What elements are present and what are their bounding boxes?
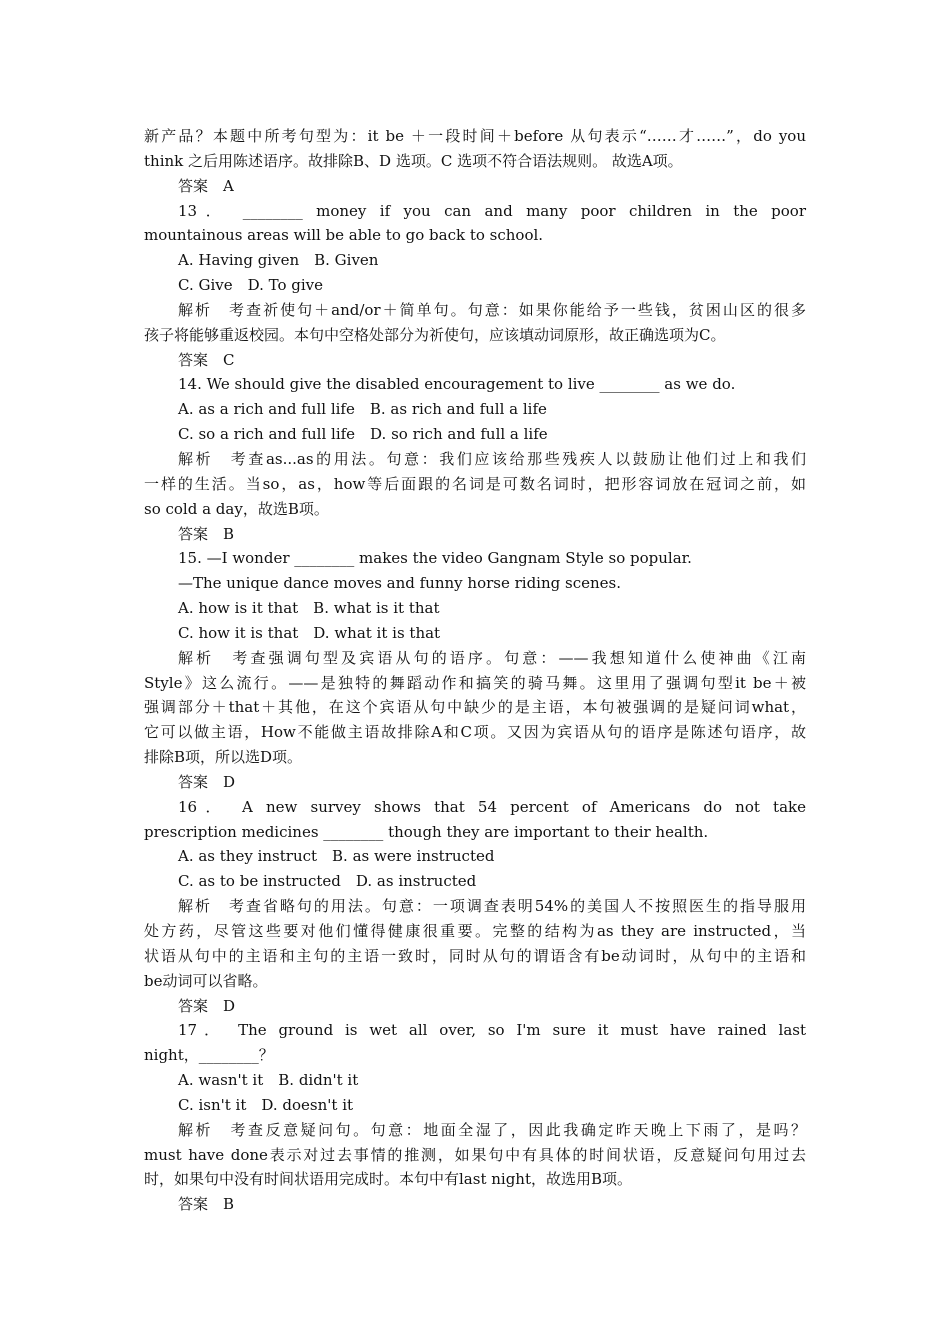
text-line: 状语从句中的主语和主句的主语一致时，同时从句的谓语含有be动词时，从句中的主语和 bbox=[144, 946, 806, 965]
text-line: 解析 考查省略句的用法。句意：一项调查表明54%的美国人不按照医生的指导服用 bbox=[178, 897, 806, 916]
text-line: be动词可以省略。 bbox=[144, 971, 268, 990]
text-line: —The unique dance moves and funny horse riding scenes. bbox=[178, 574, 621, 593]
text-line: 孩子将能够重返校园。本句中空格处部分为祈使句，应该填动词原形，故正确选项为C。 bbox=[144, 325, 726, 344]
text-line: 14. We should give the disabled encouragement to live ________ as we do. bbox=[178, 375, 736, 394]
text-line: 解析 考查反意疑问句。句意：地面全湿了，因此我确定昨天晚上下雨了，是吗？ bbox=[178, 1120, 806, 1139]
text-line: 新产品？本题中所考句型为：it be ＋一段时间＋before 从句表示“……才……”，do you bbox=[144, 127, 806, 145]
text-line: 答案 A bbox=[178, 176, 234, 195]
text-line: 15. —I wonder ________ makes the video Gangnam Style so popular. bbox=[178, 549, 692, 568]
text-line: A. as they instruct B. as were instructed bbox=[178, 847, 495, 866]
text-line: 答案 C bbox=[178, 350, 235, 369]
text-line: 解析 考查as...as的用法。句意：我们应该给那些残疾人以鼓励让他们过上和我们 bbox=[178, 449, 806, 468]
text-line: 强调部分＋that＋其他，在这个宾语从句中缺少的是主语，本句被强调的是疑问词what， bbox=[144, 698, 806, 717]
text-line: A. as a rich and full life B. as rich and full a life bbox=[178, 400, 547, 419]
text-line: C. Give D. To give bbox=[178, 276, 324, 295]
text-line: 它可以做主语，How不能做主语故排除A和C项。又因为宾语从句的语序是陈述句语序，故 bbox=[144, 723, 806, 742]
text-line: 答案 B bbox=[178, 524, 235, 543]
text-line: 时，如果句中没有时间状语用完成时。本句中有last night，故选用B项。 bbox=[144, 1170, 633, 1189]
text-line: prescription medicines ________ though they are important to their health. bbox=[144, 822, 709, 841]
text-line: must have done表示对过去事情的推测，如果句中有具体的时间状语，反意疑问句用过去 bbox=[144, 1145, 806, 1164]
text-line: 一样的生活。当so，as，how等后面跟的名词是可数名词时，把形容词放在冠词之前，如 bbox=[144, 474, 806, 493]
text-line: 答案 B bbox=[178, 1195, 235, 1214]
text-line: 处方药，尽管这些要对他们懂得健康很重要。完整的结构为as they are instructed，当 bbox=[144, 922, 806, 940]
text-line: C. how it is that D. what it is that bbox=[178, 623, 441, 642]
text-line: 13． ________ money if you can and many poor children in the poor bbox=[178, 201, 806, 220]
text-line: 解析 考查强调句型及宾语从句的语序。句意：——我想知道什么使神曲《江南 bbox=[178, 648, 806, 667]
text-line: C. isn't it D. doesn't it bbox=[178, 1095, 354, 1114]
text-line: night，________？ bbox=[144, 1046, 274, 1065]
document-page bbox=[144, 124, 806, 1217]
text-line: A. Having given B. Given bbox=[178, 251, 379, 270]
text-line: 答案 D bbox=[178, 996, 236, 1015]
text-line: 排除B项，所以选D项。 bbox=[144, 748, 303, 767]
text-line: A. how is it that B. what is it that bbox=[178, 599, 440, 618]
text-line: mountainous areas will be able to go back to school. bbox=[144, 226, 544, 245]
text-line: C. so a rich and full life D. so rich and full a life bbox=[178, 425, 548, 444]
text-line: think 之后用陈述语序。故排除B、D 选项。C 选项不符合语法规则。 故选A项。 bbox=[144, 151, 683, 170]
text-line: so cold a day，故选B项。 bbox=[144, 499, 329, 518]
text-line: 16． A new survey shows that 54 percent of Americans do not take bbox=[178, 797, 806, 816]
text-line: Style》这么流行。——是独特的舞蹈动作和搞笑的骑马舞。这里用了强调句型it be＋被 bbox=[144, 673, 806, 692]
text-line: 解析 考查祈使句＋and/or＋简单句。句意：如果你能给予一些钱，贫困山区的很多 bbox=[178, 300, 806, 319]
text-line: A. wasn't it B. didn't it bbox=[178, 1071, 359, 1090]
text-line: C. as to be instructed D. as instructed bbox=[178, 872, 477, 891]
text-line: 答案 D bbox=[178, 772, 236, 791]
text-line: 17． The ground is wet all over, so I'm sure it must have rained last bbox=[178, 1021, 806, 1040]
